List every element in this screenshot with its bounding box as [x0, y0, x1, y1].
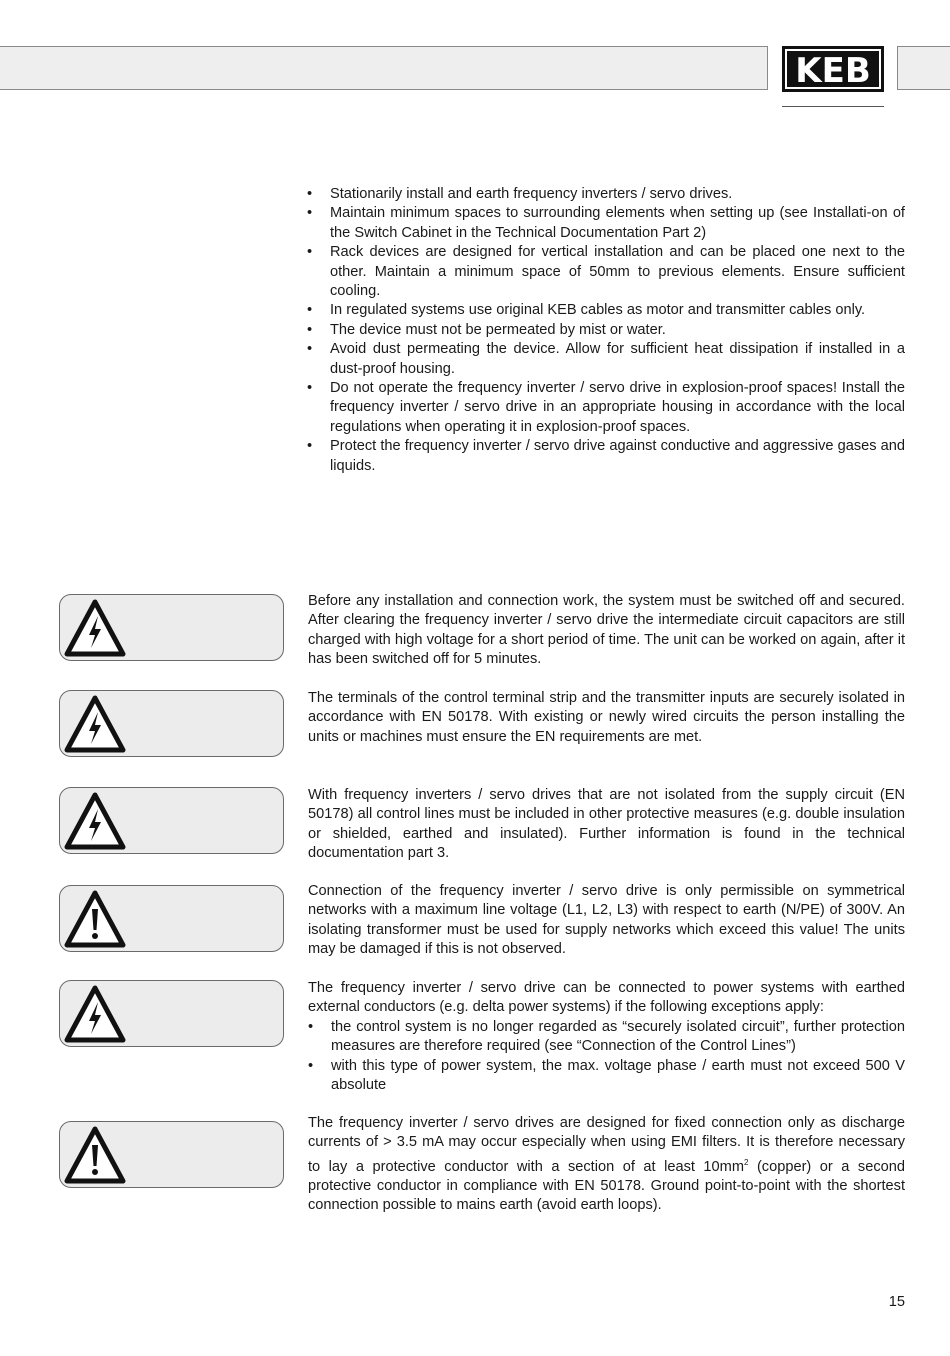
bullet-item: • The device must not be permeated by mist or water.	[307, 321, 905, 340]
bullet-item: • Stationarily install and earth frequency inverters / servo drives.	[307, 185, 905, 204]
header-bar-right	[897, 46, 950, 90]
bullet-item: • with this type of power system, the max. voltage phase / earth must not exceed 500 V absolute	[308, 1057, 905, 1096]
warning-text-block	[308, 1114, 905, 1216]
bullet-item: • Maintain minimum spaces to surrounding elements when setting up (see Installati-on of the Switch Cabinet in the Technical Documentation Part 2)	[307, 204, 905, 243]
superscript: 2	[743, 1157, 749, 1167]
warning-box	[59, 1121, 284, 1188]
warning-text: The frequency inverter / servo drive can be connected to power systems with earthed external conductors (e.g. delta power systems) if the following exceptions apply:	[308, 980, 905, 1016]
warning-text: The frequency inverter / servo drives are designed for fixed connection only as discharge currents of > 3.5 mA may occur especially when using EMI filters. It is therefore necessary to lay a protective conductor with a section of at least 10mm	[308, 1115, 905, 1175]
exclamation-warning-icon	[64, 1126, 126, 1186]
page-number: 15	[888, 1294, 905, 1310]
electric-shock-icon	[64, 792, 126, 852]
exception-bullet-list	[308, 1018, 905, 1096]
keb-logo	[782, 46, 884, 92]
warning-box	[59, 980, 284, 1047]
bullet-item: • the control system is no longer regarded as “securely isolated circuit”, further protection measures are therefore required (see “Connection of the Control Lines”)	[308, 1018, 905, 1057]
bullet-item: • Protect the frequency inverter / servo drive against conductive and aggressive gases and liquids.	[307, 437, 905, 476]
warning-box	[59, 885, 284, 952]
bullet-item: • Avoid dust permeating the device. Allow for sufficient heat dissipation if installed in a dust-proof housing.	[307, 340, 905, 379]
electric-shock-icon	[64, 985, 126, 1045]
warning-text-continued: (copper) or a second protective conductor in compliance with EN 50178. Ground point-to-point with the shortest connection possible to mains earth (avoid earth loops).	[308, 1158, 905, 1214]
exclamation-warning-icon	[64, 890, 126, 950]
bullet-item: • In regulated systems use original KEB cables as motor and transmitter cables only.	[307, 301, 905, 320]
warning-text: Before any installation and connection work, the system must be switched off and secured. After clearing the frequency inverter / servo drive the intermediate circuit capacitors are still charged with high voltage for a short period of time. The unit can be worked on again, after it has been switched off for 5 minutes.	[308, 593, 905, 668]
warning-box	[59, 594, 284, 661]
header-bar	[0, 46, 768, 90]
warning-text-block	[308, 979, 905, 1095]
logo-text: KEB	[795, 51, 871, 91]
installation-bullet-list	[307, 185, 905, 476]
bullet-item: • Do not operate the frequency inverter / servo drive in explosion-proof spaces! Install the frequency inverter / servo drive in an appropriate housing in accordance with the local regulations when operating it in explosion-proof spaces.	[307, 379, 905, 437]
warning-box	[59, 787, 284, 854]
warning-box	[59, 690, 284, 757]
warning-text: The terminals of the control terminal strip and the transmitter inputs are securely isolated in accordance with EN 50178. With existing or newly wired circuits the person installing the units or machines must ensure the EN requirements are met.	[308, 690, 905, 745]
warning-text: With frequency inverters / servo drives that are not isolated from the supply circuit (EN 50178) all control lines must be included in other protective measures (e.g. double insulation or shielded, earthed and insulated). Further information is found in the technical documentation part 3.	[308, 787, 905, 862]
warning-text: Connection of the frequency inverter / servo drive is only permissible on symmetrical networks with a maximum line voltage (L1, L2, L3) with respect to earth (N/PE) of 300V. An isolating transformer must be used for supply networks which exceed this value! The units may be damaged if this is not observed.	[308, 883, 905, 958]
electric-shock-icon	[64, 599, 126, 659]
logo-underline	[782, 106, 884, 107]
bullet-item: • Rack devices are designed for vertical installation and can be placed one next to the other. Maintain a minimum space of 50mm to previous elements. Ensure sufficient cooling.	[307, 243, 905, 301]
electric-shock-icon	[64, 695, 126, 755]
